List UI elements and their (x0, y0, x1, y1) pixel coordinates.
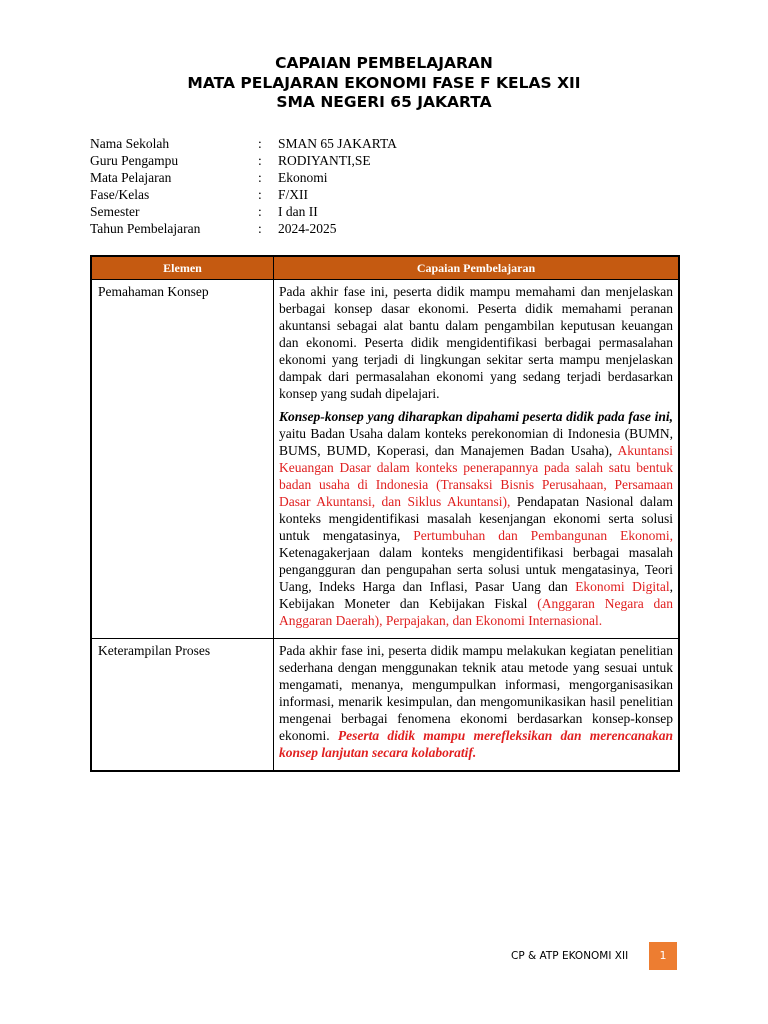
info-value: I dan II (278, 204, 318, 219)
text-span: , Kebijakan Moneter dan Kebijakan Fiskal (279, 579, 673, 611)
text-span: Pada akhir fase ini, peserta didik mampu melakukan kegiatan penelitian sederhana dengan menggunakan teknik atau metode yang sesuai untuk mengamati, menanya, mengumpulkan informasi, mengorganisasikan informasi, menarik kesimpulan, dan mengomunikasikan hasil penelitian mengenai berbagai fenomena ekonomi berdasarkan konsep-konsep ekonomi. (279, 643, 673, 743)
text-span: Ketenagakerjaan dalam konteks mengidentifikasi berbagai masalah pengangguran dan pengupahan serta solusi untuk mengatasinya, Teori Uang, Indeks Harga dan Inflasi, Pasar Uang dan (279, 545, 673, 594)
table-row (92, 639, 679, 771)
highlight-span: Akuntansi Keuangan Dasar dalam konteks penerapannya pada salah satu bentuk badan usaha di Indonesia (Transaksi Bisnis Perusahaan, Persamaan Dasar Akuntansi, dan Siklus Akuntansi), (279, 443, 673, 509)
info-value: 2024-2025 (278, 221, 337, 236)
text-span: yaitu Badan Usaha dalam konteks perekonomian di Indonesia (BUMN, BUMS, BUMD, Koperasi, dan Manajemen Badan Usaha), (279, 426, 673, 458)
title-line-2: MATA PELAJARAN EKONOMI FASE F KELAS XII (187, 73, 581, 92)
info-label: Nama Sekolah (90, 136, 170, 151)
text-span: Pendapatan Nasional dalam konteks mengidentifikasi masalah kesenjangan ekonomi serta solusi untuk mengatasinya, (279, 494, 673, 543)
table-row (92, 280, 679, 639)
concepts-lead: Konsep-konsep yang diharapkan dipahami peserta didik pada fase ini, (279, 409, 673, 424)
document-title (0, 54, 768, 113)
info-label: Semester (90, 204, 140, 219)
info-label: Guru Pengampu (90, 153, 179, 168)
info-colon: : (258, 170, 262, 185)
footer-label: CP & ATP EKONOMI XII (511, 950, 629, 962)
element-cell: Pemahaman Konsep (92, 280, 274, 639)
info-label: Mata Pelajaran (90, 170, 172, 185)
info-label: Tahun Pembelajaran (90, 221, 201, 236)
info-colon: : (258, 153, 262, 168)
highlight-span: Peserta didik mampu merefleksikan dan merencanakan konsep lanjutan secara kolaboratif. (279, 728, 673, 760)
header-element: Elemen (92, 257, 274, 280)
highlight-span: Pertumbuhan dan Pembangunan Ekonomi, (413, 528, 673, 543)
info-colon: : (258, 221, 262, 236)
outcome-cell (274, 639, 679, 771)
title-line-3: SMA NEGERI 65 JAKARTA (276, 93, 492, 111)
element-cell: Keterampilan Proses (92, 639, 274, 771)
info-label: Fase/Kelas (90, 187, 150, 202)
outcome-paragraph (279, 642, 673, 761)
info-value: SMAN 65 JAKARTA (278, 136, 397, 151)
outcome-paragraph: Pada akhir fase ini, peserta didik mampu memahami dan menjelaskan berbagai konsep dasar ekonomi. Peserta didik memahami peranan akuntansi sebagai alat bantu dalam pengambilan keputusan keuangan dan ekonomi. Peserta didik mengidentifikasi berbagai permasalahan ekonomi yang terjadi di lingkungan sekitar serta mampu menjelaskan dampak dari permasalahan ekonomi yang sedang terjadi berdasarkan konsep yang sudah dipelajari. (279, 284, 673, 401)
learning-outcomes-table (90, 255, 680, 772)
info-colon: : (258, 204, 262, 219)
page-number: 1 (649, 942, 677, 970)
info-value: RODIYANTI,SE (278, 153, 371, 168)
info-colon: : (258, 187, 262, 202)
title-line-1: CAPAIAN PEMBELAJARAN (275, 54, 493, 72)
info-value: Ekonomi (278, 170, 328, 185)
outcome-cell (274, 280, 679, 639)
highlight-span: Ekonomi Digital (575, 579, 670, 594)
concepts-paragraph (279, 408, 673, 629)
highlight-span: (Anggaran Negara dan Anggaran Daerah), Perpajakan, dan Ekonomi Internasional. (279, 596, 673, 628)
header-learning-outcome: Capaian Pembelajaran (274, 257, 679, 280)
table-header-row (92, 257, 679, 280)
info-colon: : (258, 136, 262, 151)
info-value: F/XII (278, 187, 308, 202)
